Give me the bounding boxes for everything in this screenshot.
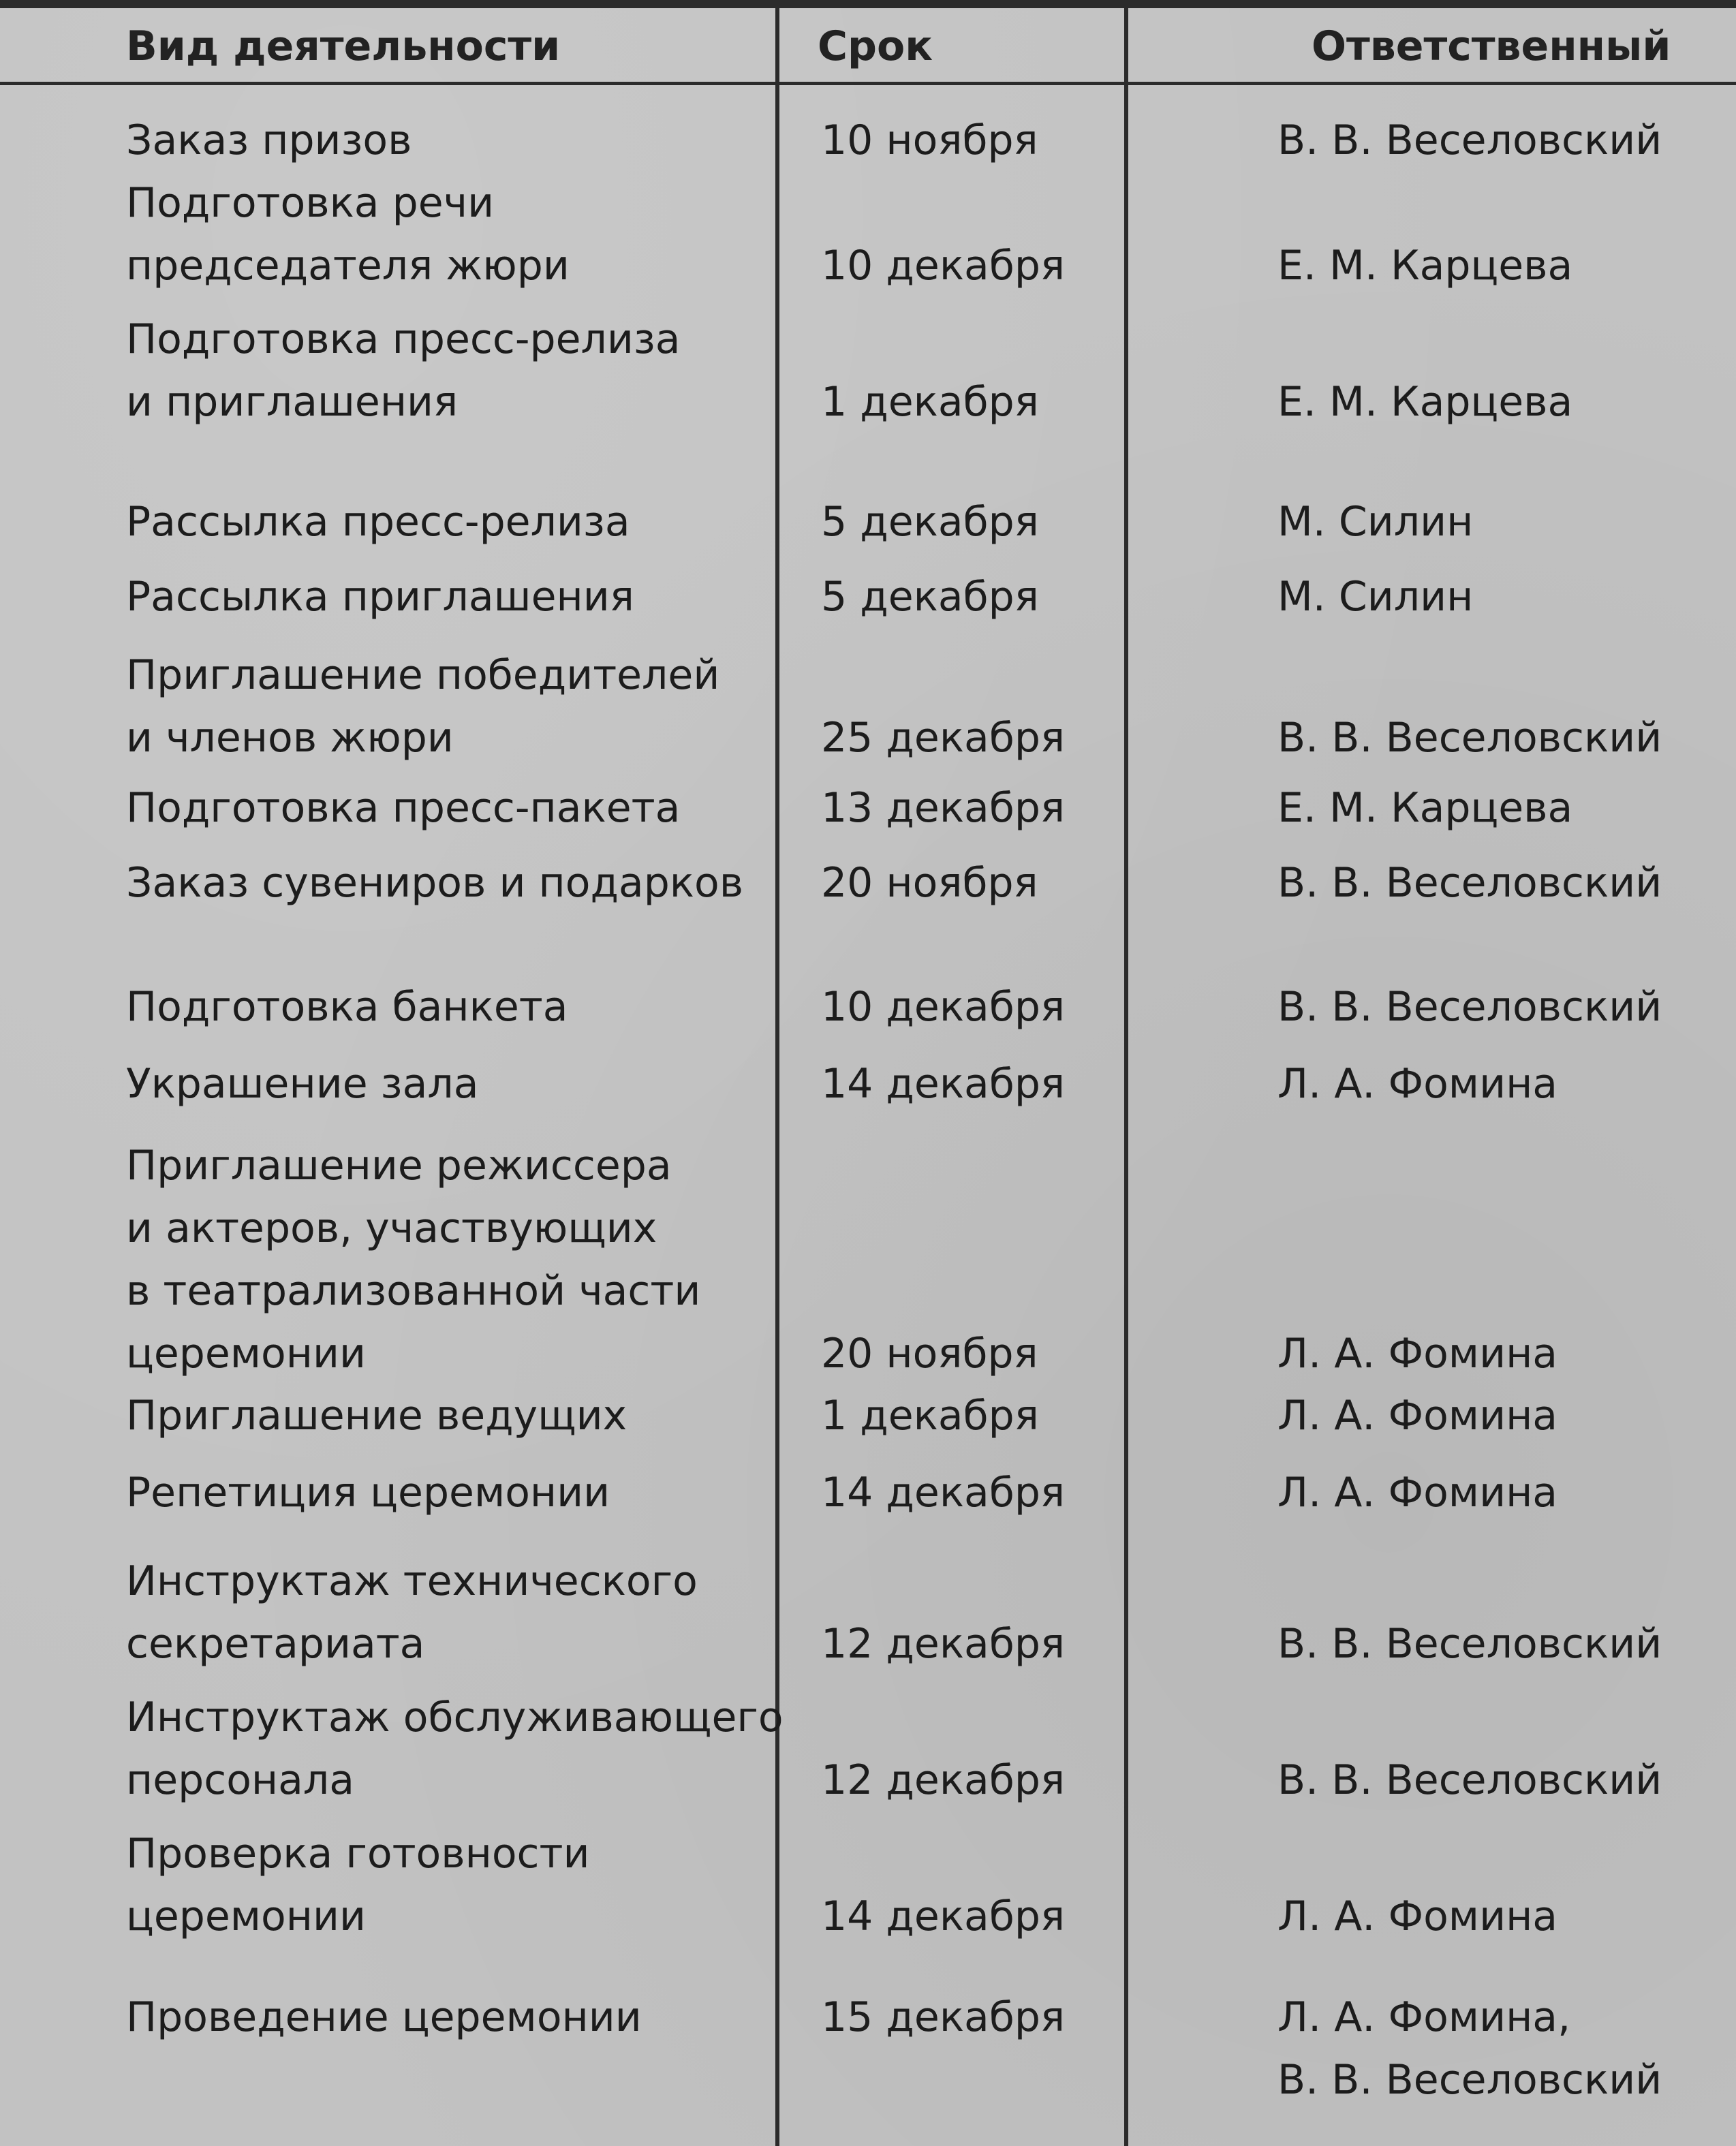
activity-cell bbox=[126, 565, 634, 628]
activity-cell-line: Приглашение ведущих bbox=[126, 1392, 627, 1440]
activity-cell-line: в театрализованной части bbox=[126, 1267, 701, 1315]
activity-cell bbox=[126, 491, 630, 553]
activity-cell bbox=[126, 976, 568, 1038]
responsible-cell-line: Е. М. Карцева bbox=[1277, 784, 1573, 832]
activity-cell-line: и приглашения bbox=[126, 378, 459, 426]
responsible-cell-line: М. Силин bbox=[1277, 573, 1474, 621]
activity-cell-line: Проверка готовности bbox=[126, 1830, 590, 1878]
responsible-cell bbox=[1277, 1053, 1557, 1115]
activity-cell bbox=[126, 1686, 784, 1811]
activity-cell bbox=[126, 1822, 589, 1948]
activity-cell-line: Подготовка пресс-пакета bbox=[126, 784, 681, 832]
term-cell: 15 декабря bbox=[821, 1993, 1066, 2041]
responsible-cell-line: Л. А. Фомина, bbox=[1277, 1993, 1571, 2041]
activity-cell-line: и актеров, участвующих bbox=[126, 1204, 657, 1252]
responsible-cell bbox=[1277, 976, 1662, 1038]
term-cell: 25 декабря bbox=[821, 714, 1066, 762]
term-cell: 10 ноября bbox=[821, 116, 1038, 164]
activity-cell bbox=[126, 1134, 700, 1385]
responsible-cell bbox=[1277, 1322, 1557, 1385]
responsible-cell-line: В. В. Веселовский bbox=[1277, 983, 1662, 1031]
responsible-cell-line: М. Силин bbox=[1277, 498, 1474, 546]
responsible-cell bbox=[1277, 565, 1473, 628]
activity-cell-line: Рассылка пресс-релиза bbox=[126, 498, 630, 546]
responsible-cell bbox=[1277, 1986, 1662, 2111]
term-cell: 20 ноября bbox=[821, 1330, 1038, 1378]
header-responsible: Ответственный bbox=[1312, 22, 1671, 70]
responsible-cell-line: В. В. Веселовский bbox=[1277, 2056, 1662, 2104]
responsible-cell-line: В. В. Веселовский bbox=[1277, 714, 1662, 762]
responsible-cell-line: Л. А. Фомина bbox=[1277, 1392, 1558, 1440]
term-cell: 20 ноября bbox=[821, 859, 1038, 907]
term-cell: 12 декабря bbox=[821, 1756, 1066, 1804]
responsible-cell-line: Е. М. Карцева bbox=[1277, 378, 1573, 426]
activity-cell bbox=[126, 1986, 642, 2049]
activity-cell-line: Подготовка банкета bbox=[126, 983, 568, 1031]
activity-cell bbox=[126, 1384, 627, 1447]
term-cell: 5 декабря bbox=[821, 498, 1039, 546]
activity-cell-line: Подготовка пресс-релиза bbox=[126, 315, 681, 363]
activity-cell-line: персонала bbox=[126, 1756, 355, 1804]
activity-cell-line: Репетиция церемонии bbox=[126, 1469, 610, 1517]
term-cell: 14 декабря bbox=[821, 1469, 1066, 1517]
activity-cell-line: Инструктаж обслуживающего bbox=[126, 1694, 784, 1741]
responsible-cell-line: В. В. Веселовский bbox=[1277, 1620, 1662, 1668]
term-cell: 10 декабря bbox=[821, 983, 1066, 1031]
responsible-cell bbox=[1277, 777, 1572, 839]
activity-cell-line: Заказ призов bbox=[126, 116, 412, 164]
responsible-cell bbox=[1277, 1384, 1557, 1447]
term-cell: 1 декабря bbox=[821, 378, 1039, 426]
responsible-cell-line: Л. А. Фомина bbox=[1277, 1893, 1558, 1940]
responsible-cell bbox=[1277, 852, 1662, 914]
responsible-cell bbox=[1277, 491, 1473, 553]
responsible-cell bbox=[1277, 109, 1662, 172]
activity-cell-line: Проведение церемонии bbox=[126, 1993, 642, 2041]
term-cell: 14 декабря bbox=[821, 1060, 1066, 1108]
activity-cell-line: и членов жюри bbox=[126, 714, 454, 762]
activity-cell bbox=[126, 1053, 478, 1115]
responsible-cell-line: В. В. Веселовский bbox=[1277, 116, 1662, 164]
term-cell: 13 декабря bbox=[821, 784, 1066, 832]
responsible-cell-line: В. В. Веселовский bbox=[1277, 859, 1662, 907]
responsible-cell bbox=[1277, 1749, 1662, 1811]
activity-cell-line: Приглашение победителей bbox=[126, 651, 720, 699]
activity-cell-line: Подготовка речи bbox=[126, 179, 495, 227]
activity-cell bbox=[126, 308, 681, 433]
responsible-cell-line: Л. А. Фомина bbox=[1277, 1330, 1558, 1378]
activity-cell bbox=[126, 644, 719, 769]
activity-cell bbox=[126, 852, 743, 914]
responsible-cell-line: В. В. Веселовский bbox=[1277, 1756, 1662, 1804]
responsible-cell-line: Л. А. Фомина bbox=[1277, 1469, 1558, 1517]
responsible-cell-line: Е. М. Карцева bbox=[1277, 242, 1573, 290]
activity-cell-line: Заказ сувениров и подарков bbox=[126, 859, 744, 907]
activity-cell-line: Украшение зала bbox=[126, 1060, 479, 1108]
activity-cell-line: церемонии bbox=[126, 1330, 366, 1378]
responsible-cell bbox=[1277, 1461, 1557, 1524]
term-cell: 12 декабря bbox=[821, 1620, 1066, 1668]
responsible-cell bbox=[1277, 371, 1572, 433]
activity-cell bbox=[126, 109, 412, 172]
activity-cell-line: Рассылка приглашения bbox=[126, 573, 634, 621]
activity-cell-line: Приглашение режиссера bbox=[126, 1142, 672, 1189]
term-cell: 10 декабря bbox=[821, 242, 1066, 290]
activity-cell bbox=[126, 1461, 610, 1524]
activity-cell bbox=[126, 172, 570, 297]
term-cell: 1 декабря bbox=[821, 1392, 1039, 1440]
responsible-cell bbox=[1277, 234, 1572, 297]
activity-cell bbox=[126, 777, 680, 839]
responsible-cell bbox=[1277, 1885, 1557, 1948]
activity-cell-line: секретариата bbox=[126, 1620, 425, 1668]
term-cell: 14 декабря bbox=[821, 1893, 1066, 1940]
activity-cell bbox=[126, 1550, 698, 1675]
header-term: Срок bbox=[818, 22, 933, 70]
header-activity: Вид деятельности bbox=[126, 22, 561, 70]
responsible-cell bbox=[1277, 706, 1662, 769]
activity-cell-line: председателя жюри bbox=[126, 242, 570, 290]
term-cell: 5 декабря bbox=[821, 573, 1039, 621]
activity-cell-line: Инструктаж технического bbox=[126, 1557, 698, 1605]
responsible-cell bbox=[1277, 1613, 1662, 1675]
responsible-cell-line: Л. А. Фомина bbox=[1277, 1060, 1558, 1108]
activity-cell-line: церемонии bbox=[126, 1893, 366, 1940]
